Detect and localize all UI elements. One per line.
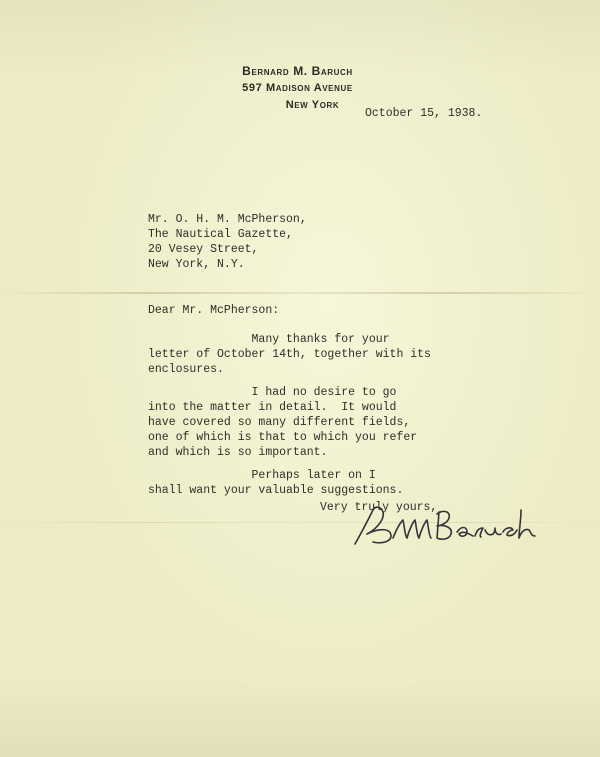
recipient-line: 20 Vesey Street,	[148, 243, 259, 256]
paper-fold-line	[0, 292, 600, 294]
body-line: into the matter in detail. It would	[148, 401, 397, 414]
body-line: enclosures.	[148, 363, 224, 376]
recipient-line: The Nautical Gazette,	[148, 228, 293, 241]
body-line: shall want your valuable suggestions.	[148, 484, 404, 497]
body-line: have covered so many different fields,	[148, 416, 411, 429]
body-line: Perhaps later on I	[148, 469, 376, 482]
body-line: Many thanks for your	[148, 333, 390, 346]
body-line: letter of October 14th, together with its	[148, 348, 431, 361]
recipient-line: New York, N.Y.	[148, 258, 245, 271]
recipient-line: Mr. O. H. M. McPherson,	[148, 213, 307, 226]
closing: Very truly yours,	[320, 501, 438, 514]
handwritten-signature	[345, 500, 560, 550]
body-line: I had no desire to go	[148, 386, 397, 399]
body-line: and which is so important.	[148, 446, 328, 459]
letterhead-address: 597 Madison Avenue	[242, 82, 353, 94]
salutation: Dear Mr. McPherson:	[148, 304, 280, 317]
letter-date: October 15, 1938.	[365, 107, 483, 120]
letterhead-name: Bernard M. Baruch	[242, 64, 353, 78]
body-line: one of which is that to which you refer	[148, 431, 418, 444]
letterhead-city: New York	[285, 99, 340, 111]
